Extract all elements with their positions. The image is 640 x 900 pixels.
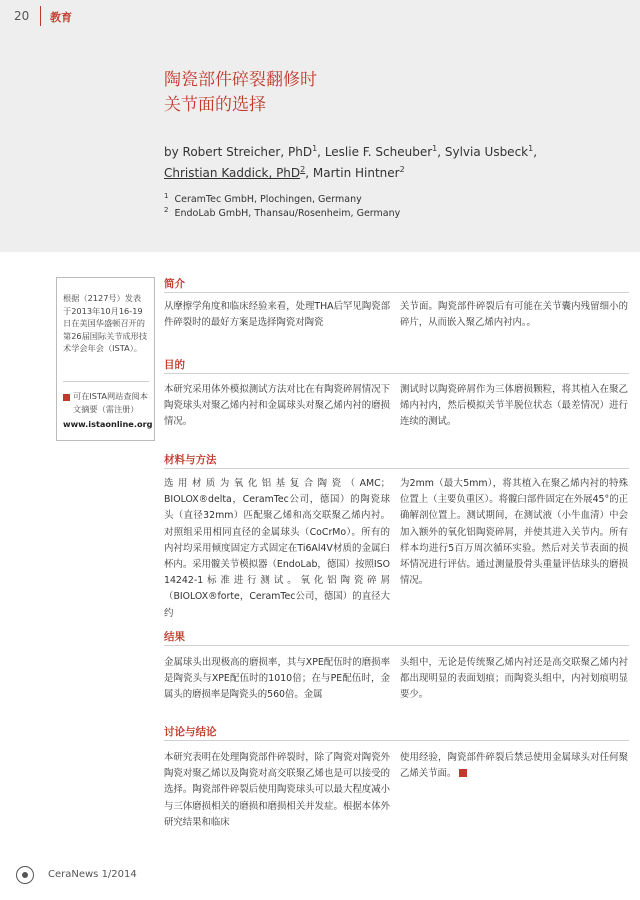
page-number-divider <box>40 6 41 26</box>
section-heading-methods: 材料与方法 <box>164 454 217 466</box>
section-heading-purpose: 目的 <box>164 359 185 371</box>
author-1-affil: 1 <box>312 144 318 153</box>
purpose-left-text: 本研究采用体外模拟测试方法对比在有陶瓷碎屑情况下陶瓷球头对聚乙烯内衬和金属球头对聚乙烯内衬的磨损情况。 <box>164 384 390 428</box>
affiliation-number: 2 <box>164 206 169 214</box>
section-rule <box>164 468 629 469</box>
affiliation-text: CeramTec GmbH, Plochingen, Germany <box>174 194 362 206</box>
author-sep: , <box>437 145 445 159</box>
title-line-2: 关节面的选择 <box>164 95 266 115</box>
intro-left-text: 从摩擦学角度和临床经验来看，处理THA后罕见陶瓷部件碎裂时的最好方案是选择陶瓷对陶瓷 <box>164 301 390 329</box>
discussion-right-text <box>400 750 628 782</box>
results-right-text: 头组中，无论是传统聚乙烯内衬还是高交联聚乙烯内衬都出现明显的表面划痕；而陶瓷头组中，内衬划痕明显要少。 <box>400 657 628 701</box>
author-3: Sylvia Usbeck <box>444 145 529 159</box>
note-box <box>56 277 155 441</box>
author-1: by Robert Streicher, PhD <box>164 145 313 159</box>
note-link-text: 可在ISTA网站查阅本文摘要（需注册） <box>73 391 148 414</box>
author-2: Leslie F. Scheuber <box>324 145 433 159</box>
intro-right-text: 关节面。陶瓷部件碎裂后有可能在关节囊内残留细小的碎片，从而嵌入聚乙烯内衬内。。 <box>400 301 628 329</box>
ceramtec-logo-icon <box>16 866 34 884</box>
author-sep: , <box>533 145 538 159</box>
ista-link[interactable]: www.istaonline.org <box>63 419 153 429</box>
section-heading-intro: 简介 <box>164 278 185 290</box>
affiliation-number: 1 <box>164 192 169 200</box>
discussion-right-body: 使用经验，陶瓷部件碎裂后禁忌使用金属球头对任何聚乙烯关节面。 <box>400 752 628 780</box>
author-5: Martin Hintner <box>312 166 400 180</box>
results-left-text: 金属球头出现极高的磨损率，其与XPE配伍时的磨损率是陶瓷头与XPE配伍时的1010倍；在与PE配伍时，金属头的磨损率是陶瓷头的560倍。金属 <box>164 657 390 701</box>
note-text: 根据（2127号）发表于2013年10月16-19日在美国华盛顿召开的第26届国际关节成形技术学会年会（ISTA）。 <box>63 293 148 353</box>
bullet-square-icon <box>63 394 70 401</box>
author-4: Christian Kaddick, PhD <box>164 166 301 180</box>
author-3-affil: 1 <box>528 144 534 153</box>
article-end-mark-icon <box>459 769 467 777</box>
article-title <box>164 68 317 118</box>
note-divider <box>63 381 149 382</box>
section-rule <box>164 373 629 374</box>
author-list <box>164 140 624 182</box>
section-heading-results: 结果 <box>164 631 185 643</box>
page-number: 20 <box>14 9 30 23</box>
section-heading-discussion: 讨论与结论 <box>164 726 217 738</box>
section-rule <box>164 292 629 293</box>
section-tag: 教育 <box>50 11 72 24</box>
author-sep: , <box>305 166 313 180</box>
methods-left-text: 选用材质为氧化铝基复合陶瓷（AMC；BIOLOX®delta，CeramTec公司，德国）的陶瓷球头（直径32mm）匹配聚乙烯和高交联聚乙烯内衬。对照组采用相同直径的金属球头（CoCrMo）。所有的内衬均采用倾度固定方式固定在Ti6Al4V材质的金属臼杯内。采用髋关节模拟器（EndoLab，德国）按照ISO 14242-1标准进行测试。氧化铝陶瓷碎屑（BIOLOX®forte，CeramTec公司，德国）的直径大约 <box>164 478 390 619</box>
section-rule <box>164 645 629 646</box>
footer-publication: CeraNews 1/2014 <box>48 869 137 880</box>
title-line-1: 陶瓷部件碎裂翻修时 <box>164 70 317 90</box>
affiliation-2 <box>164 204 400 220</box>
affiliation-text: EndoLab GmbH, Thansau/Rosenheim, Germany <box>174 208 401 220</box>
author-5-affil: 2 <box>399 165 405 174</box>
purpose-right-text: 测试时以陶瓷碎屑作为三体磨损颗粒，将其植入在聚乙烯内衬内，然后模拟关节半脱位状态（最差情况）进行连续的测试。 <box>400 384 628 428</box>
author-4-affil: 2 <box>300 165 306 174</box>
section-rule <box>164 740 629 741</box>
author-sep: , <box>317 145 325 159</box>
discussion-left-text: 本研究表明在处理陶瓷部件碎裂时，除了陶瓷对陶瓷外陶瓷对聚乙烯以及陶瓷对高交联聚乙烯也是可以接受的选择。陶瓷部件碎裂后使用陶瓷球头可以最大程度减小与三体磨损相关的磨损和磨损相关并发症。根据本体外研究结果和临床 <box>164 752 390 828</box>
author-2-affil: 1 <box>432 144 438 153</box>
methods-right-text: 为2mm（最大5mm），将其植入在聚乙烯内衬的特殊位置上（主要负重区）。将髋臼部件固定在外展45°的正确解剖位置上。测试期间，在测试液（小牛血清）中会加入额外的氧化铝陶瓷碎屑，并使其进入关节内。所有样本均进行5百万周次循环实验。然后对关节表面的损坏情况进行评估。通过测量股骨头重量评估球头的磨损情况。 <box>400 478 628 587</box>
logo-center <box>22 872 28 878</box>
